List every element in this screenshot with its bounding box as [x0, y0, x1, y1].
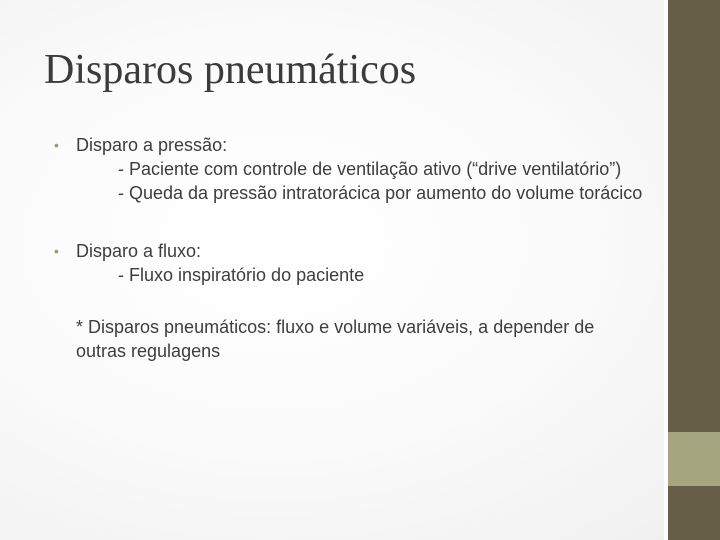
bullet-dot-icon: •	[54, 137, 59, 153]
slide-title: Disparos pneumáticos	[44, 47, 417, 93]
footnote: * Disparos pneumáticos: fluxo e volume variáveis, a depender de outras regulagens	[76, 317, 595, 361]
bullet-subitem: - Paciente com controle de ventilação ativo (“drive ventilatório”)	[118, 159, 622, 179]
bullet-label: Disparo a pressão:	[76, 135, 228, 155]
bullet-subitem: - Queda da pressão intratorácica por aumento do volume torácico	[118, 183, 643, 203]
bullet-dot-icon: •	[54, 243, 59, 259]
side-accent-band	[668, 432, 720, 486]
slide-body	[54, 133, 644, 363]
bullet-label: Disparo a fluxo:	[76, 241, 202, 261]
bullet-subitem: - Fluxo inspiratório do paciente	[118, 265, 365, 285]
bullet-item	[54, 133, 644, 205]
bullet-item	[54, 239, 644, 287]
